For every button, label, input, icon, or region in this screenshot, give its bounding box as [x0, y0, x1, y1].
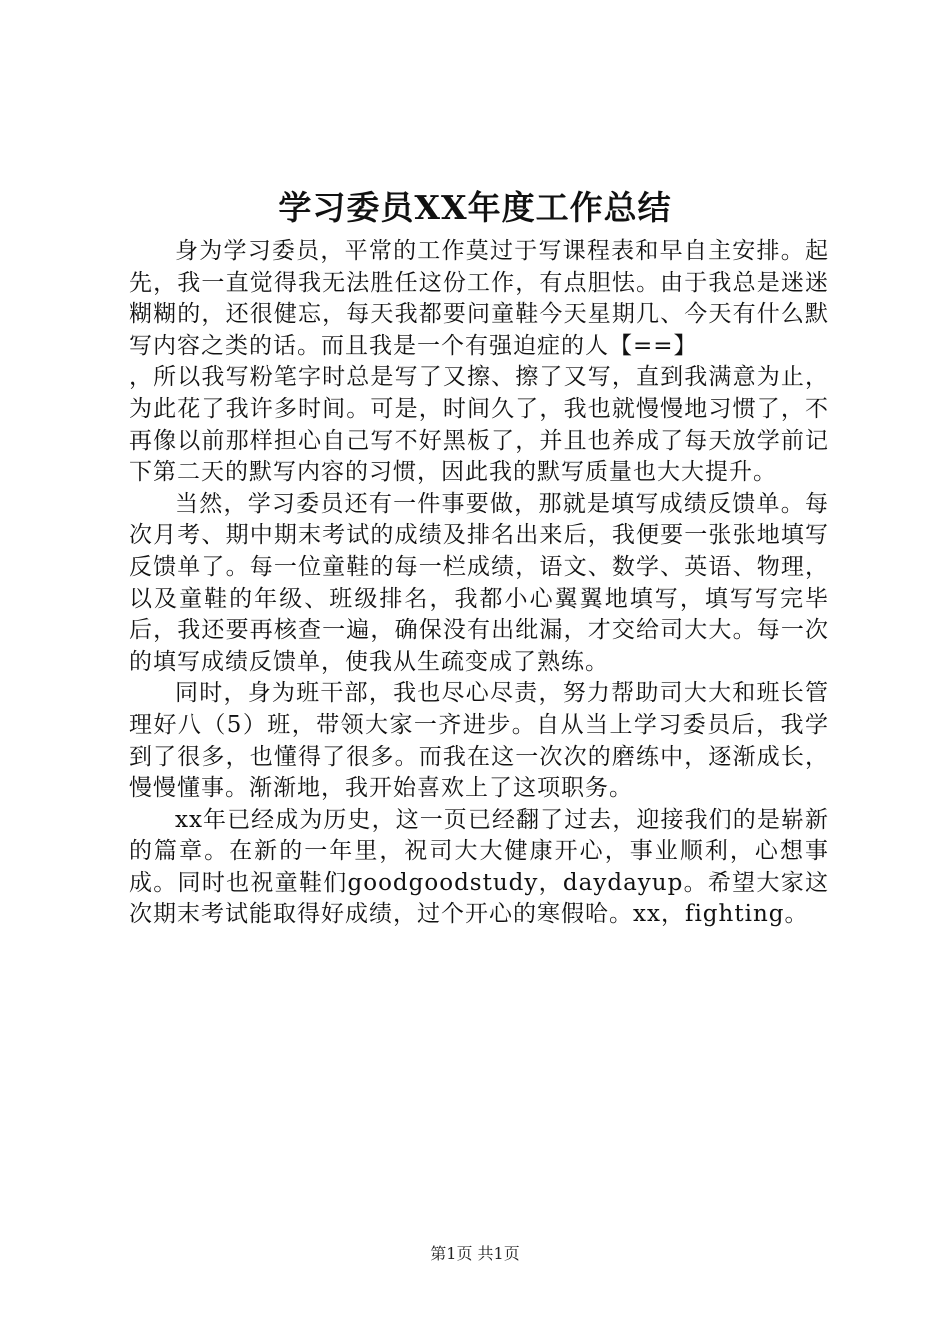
paragraph-1: 身为学习委员，平常的工作莫过于写课程表和早自主安排。起先，我一直觉得我无法胜任这份工作，有点胆怯。由于我总是迷迷糊糊的，还很健忘，每天我都要问童鞋今天星期几、今天有什么默写内容之类的话。而且我是一个有强迫症的人【==】 — [129, 238, 829, 359]
paragraph-5: xx年已经成为历史，这一页已经翻了过去，迎接我们的是崭新的篇章。在新的一年里，祝司大大健康开心，事业顺利，心想事成。同时也祝童鞋们goodgoodstudy，daydayup。希望大家这次期末考试能取得好成绩，过个开心的寒假哈。xx，fighting。 — [129, 806, 829, 928]
paragraph-2: ，所以我写粉笔字时总是写了又擦、擦了又写，直到我满意为止，为此花了我许多时间。可是，时间久了，我也就慢慢地习惯了，不再像以前那样担心自己写不好黑板了，并且也养成了每天放学前记下第二天的默写内容的习惯，因此我的默写质量也大大提升。 — [129, 364, 829, 486]
page-number-footer: 第1页 共1页 — [430, 1244, 520, 1263]
document-body — [129, 236, 829, 931]
paragraph-3: 当然，学习委员还有一件事要做，那就是填写成绩反馈单。每次月考、期中期末考试的成绩及排名出来后，我便要一张张地填写反馈单了。每一位童鞋的每一栏成绩，语文、数学、英语、物理，以及童鞋的年级、班级排名，我都小心翼翼地填写，填写写完毕后，我还要再核查一遍，确保没有出纰漏，才交给司大大。每一次的填写成绩反馈单，使我从生疏变成了熟练。 — [129, 490, 829, 675]
document-title: 学习委员XX年度工作总结 — [278, 188, 672, 227]
paragraph-4: 同时，身为班干部，我也尽心尽责，努力帮助司大大和班长管理好八（5）班，带领大家一齐进步。自从当上学习委员后，我学到了很多，也懂得了很多。而我在这一次次的磨练中，逐渐成长，慢慢懂事。渐渐地，我开始喜欢上了这项职务。 — [129, 680, 829, 802]
